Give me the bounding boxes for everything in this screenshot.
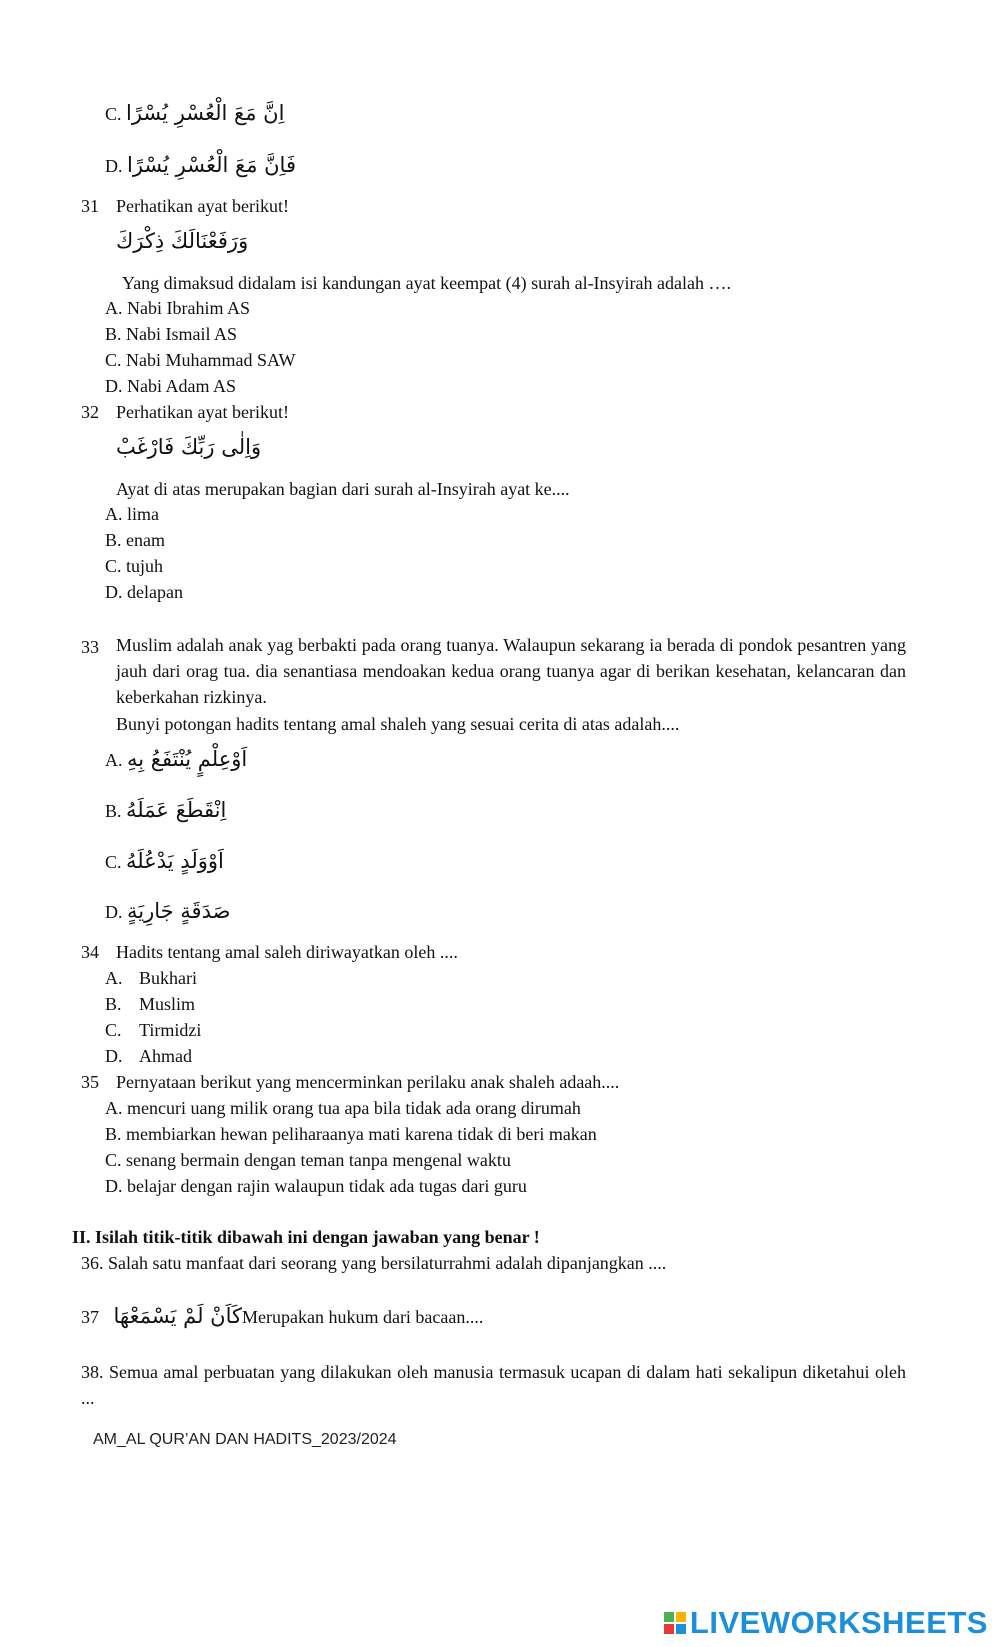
q33-option-a: [105, 748, 247, 771]
option-label: C.: [105, 852, 122, 872]
q31-arabic: [116, 230, 248, 253]
option-label: D.: [105, 1046, 123, 1066]
logo-square: [676, 1612, 686, 1622]
option-label: B.: [105, 801, 122, 821]
option-text: Muslim: [139, 994, 196, 1014]
q31-prompt: Perhatikan ayat berikut!: [116, 196, 289, 216]
option-text: Tirmidzi: [139, 1020, 202, 1040]
option-label: A.: [105, 750, 123, 770]
logo-grid-icon: [664, 1612, 686, 1634]
logo-square: [676, 1624, 686, 1634]
arabic-text: وَرَفَعْنَالَكَ ذِكْرَكَ: [116, 229, 249, 253]
q34-option-b: [105, 993, 196, 1015]
logo-square: [664, 1624, 674, 1634]
q30-option-d: [105, 154, 296, 177]
q33-number: 33: [81, 637, 99, 657]
q38-text: [81, 1359, 906, 1411]
q32-prompt: Perhatikan ayat berikut!: [116, 402, 289, 422]
q31-option-a: A. Nabi Ibrahim AS: [105, 298, 250, 318]
arabic-text: صَدَقَةٍ جَارِيَةٍ: [127, 899, 231, 923]
q37-number: 37: [81, 1307, 99, 1327]
q31-question: Yang dimaksud didalam isi kandungan ayat keempat (4) surah al-Insyirah adalah ….: [122, 273, 732, 293]
q31-option-b: B. Nabi Ismail AS: [105, 324, 238, 344]
arabic-text: اَوْوَلَدٍ يَدْعُلَهُ: [126, 849, 224, 873]
q32-question: Ayat di atas merupakan bagian dari surah al-Insyirah ayat ke....: [116, 479, 570, 499]
q33-story: Muslim adalah anak yag berbakti pada orang tuanya. Walaupun sekarang ia berada di pondok pesantren yang jauh dari orag tua. dia senantiasa mendoakan kedua orang tuanya agar di berikan kesehatan, kelancaran dan keberkahan rizkinya.: [116, 635, 906, 707]
q35-option-a: A. mencuri uang milik orang tua apa bila tidak ada orang dirumah: [105, 1098, 581, 1118]
q33-option-d: [105, 900, 230, 923]
q34-option-c: [105, 1019, 202, 1041]
q32-option-a: A. lima: [105, 504, 159, 524]
arabic-text: اِنْقَطَعَ عَمَلَهُ: [126, 798, 227, 822]
option-label: C.: [105, 104, 122, 124]
option-label: D.: [105, 156, 123, 176]
q35-question: Pernyataan berikut yang mencerminkan perilaku anak shaleh adaah....: [116, 1072, 620, 1092]
q31-option-d: D. Nabi Adam AS: [105, 376, 237, 396]
q31-number: 31: [81, 196, 99, 216]
option-label: B.: [105, 994, 122, 1014]
q32-option-c: C. tujuh: [105, 556, 164, 576]
q34-option-d: [105, 1045, 192, 1067]
q32-arabic: [116, 436, 261, 459]
q35-option-d: D. belajar dengan rajin walaupun tidak ada tugas dari guru: [105, 1176, 527, 1196]
q35-number: 35: [81, 1072, 99, 1092]
brand-text: LIVEWORKSHEETS: [689, 1605, 988, 1640]
q34-question: Hadits tentang amal saleh diriwayatkan oleh ....: [116, 942, 458, 962]
option-label: A.: [105, 968, 123, 988]
option-label: D.: [105, 902, 123, 922]
q38-content: 38. Semua amal perbuatan yang dilakukan oleh manusia termasuk ucapan di dalam hati sekalipun diketahui oleh ...: [81, 1362, 906, 1408]
arabic-text: وَاِلٰى رَبِّكَ فَارْغَبْ: [116, 435, 262, 459]
q34-option-a: [105, 967, 197, 989]
q32-option-b: B. enam: [105, 530, 165, 550]
q34-number: 34: [81, 942, 99, 962]
logo-square: [664, 1612, 674, 1622]
q30-option-c: [105, 102, 284, 125]
section-heading: II. Isilah titik-titik dibawah ini dengan jawaban yang benar !: [72, 1227, 540, 1247]
q32-number: 32: [81, 402, 99, 422]
arabic-text: فَاِنَّ مَعَ الْعُسْرِ يُسْرًا: [127, 153, 296, 177]
q37-text: Merupakan hukum dari bacaan....: [241, 1307, 484, 1327]
option-text: Bukhari: [139, 968, 197, 988]
q35-option-c: C. senang bermain dengan teman tanpa mengenal waktu: [105, 1150, 511, 1170]
q32-option-d: D. delapan: [105, 582, 183, 602]
q33-option-b: [105, 799, 226, 822]
liveworksheets-logo: [664, 1605, 988, 1641]
footer-code: AM_AL QUR’AN DAN HADITS_2023/2024: [93, 1431, 397, 1448]
arabic-text: اِنَّ مَعَ الْعُسْرِ يُسْرًا: [126, 101, 285, 125]
option-text: Ahmad: [139, 1046, 192, 1066]
arabic-text: اَوْعِلْمٍ يُنْتَفَعُ بِهِ: [127, 747, 248, 771]
arabic-text: كَاَنْ لَمْ يَسْمَعْهَا: [113, 1304, 242, 1328]
q33-question: Bunyi potongan hadits tentang amal shaleh yang sesuai cerita di atas adalah....: [116, 714, 680, 734]
option-label: C.: [105, 1020, 122, 1040]
q33-option-c: [105, 850, 224, 873]
q37: [81, 1305, 483, 1328]
q35-option-b: B. membiarkan hewan peliharaanya mati karena tidak di beri makan: [105, 1124, 597, 1144]
q36-text: 36. Salah satu manfaat dari seorang yang bersilaturrahmi adalah dipanjangkan ....: [81, 1253, 667, 1273]
q31-option-c: C. Nabi Muhammad SAW: [105, 350, 296, 370]
